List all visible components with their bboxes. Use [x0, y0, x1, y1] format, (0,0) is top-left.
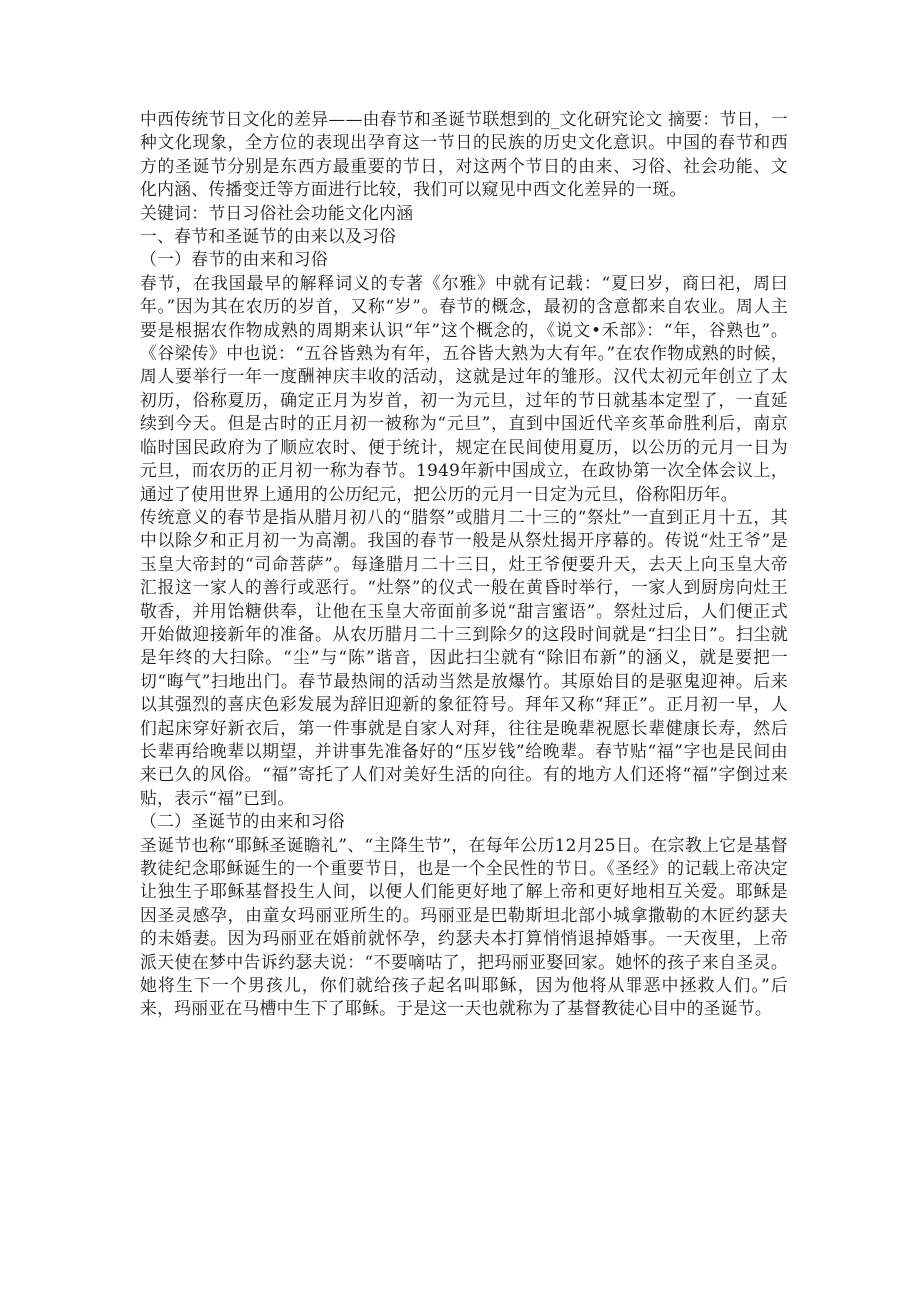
- paragraph-christmas-origin: 圣诞节也称“耶稣圣诞瞻礼”、“主降生节”，在每年公历12月25日。在宗教上它是基督教徒纪念耶稣诞生的一个重要节日，也是一个全民性的节日。《圣经》的记载上帝决定让独生子耶稣基督投生人间，以便人们能更好地了解上帝和更好地相互关爱。耶稣是因圣灵感孕，由童女玛丽亚所生的。玛丽亚是巴勒斯坦北部小城拿撒勒的木匠约瑟夫的未婚妻。因为玛丽亚在婚前就怀孕，约瑟夫本打算悄悄退掉婚事。一天夜里，上帝派天使在梦中告诉约瑟夫说：“不要嘀咕了，把玛丽亚娶回家。她怀的孩子来自圣灵。她将生下一个男孩儿，你们就给孩子起名叫耶稣，因为他将从罪恶中拯救人们。”后来，玛丽亚在马槽中生下了耶稣。于是这一天也就称为了基督教徒心目中的圣诞节。: [140, 834, 788, 1019]
- section-heading-1: 一、春节和圣诞节的由来以及习俗: [140, 226, 397, 247]
- paragraph-spring-festival-origin: 春节，在我国最早的解释词义的专著《尔雅》中就有记载：“夏曰岁，商曰祀，周曰年。”因为其在农历的岁首，又称“岁”。春节的概念，最初的含意都来自农业。周人主要是根据农作物成熟的周期来认识“年”这个概念的，《说文•禾部》：“年，谷熟也”。《谷梁传》中也说：“五谷皆熟为有年，五谷皆大熟为大有年。”在农作物成熟的时候，周人要举行一年一度酬神庆丰收的活动，这就是过年的雏形。汉代太初元年创立了太初历，俗称夏历，确定正月为岁首，初一为元旦，过年的节日就基本定型了，一直延续到今天。但是古时的正月初一被称为“元旦”，直到中国近代辛亥革命胜利后，南京临时国民政府为了顺应农时、便于统计，规定在民间使用夏历，以公历的元月一日为元旦，而农历的正月初一称为春节。1949年新中国成立，在政协第一次全体会议上，通过了使用世界上通用的公历纪元，把公历的元月一日定为元旦，俗称阳历年。: [140, 272, 788, 504]
- title-abstract: 中西传统节日文化的差异——由春节和圣诞节联想到的_文化研究论文 摘要：节日，一种文化现象，全方位的表现出孕育这一节日的民族的历史文化意识。中国的春节和西方的圣诞节分别是东西方最重要的节日，对这两个节日的由来、习俗、社会功能、文化内涵、传播变迁等方面进行比较，我们可以窥见中西文化差异的一斑。: [140, 109, 788, 200]
- subsection-heading-1: （一）春节的由来和习俗: [140, 249, 328, 270]
- keywords: 关键词：节日习俗社会功能文化内涵: [140, 202, 414, 223]
- document-body: [140, 108, 788, 1021]
- paragraph-spring-festival-customs: 传统意义的春节是指从腊月初八的“腊祭”或腊月二十三的“祭灶”一直到正月十五，其中以除夕和正月初一为高潮。我国的春节一般是从祭灶揭开序幕的。传说“灶王爷”是玉皇大帝封的“司命菩萨”。每逢腊月二十三日，灶王爷便要升天，去天上向玉皇大帝汇报这一家人的善行或恶行。“灶祭”的仪式一般在黄昏时举行，一家人到厨房向灶王敬香，并用饴糖供奉，让他在玉皇大帝面前多说“甜言蜜语”。祭灶过后，人们便正式开始做迎接新年的准备。从农历腊月二十三到除夕的这段时间就是“扫尘日”。扫尘就是年终的大扫除。“尘”与“陈”谐音，因此扫尘就有“除旧布新”的涵义，就是要把一切“晦气”扫地出门。春节最热闹的活动当然是放爆竹。其原始目的是驱鬼迎神。后来以其强烈的喜庆色彩发展为辞旧迎新的象征符号。拜年又称“拜正”。正月初一早，人们起床穿好新衣后，第一件事就是自家人对拜，往往是晚辈祝愿长辈健康长寿，然后长辈再给晚辈以期望，并讲事先准备好的“压岁钱”给晚辈。春节贴“福”字也是民间由来已久的风俗。“福”寄托了人们对美好生活的向往。有的地方人们还将“福”字倒过来贴，表示“福”已到。: [140, 506, 788, 808]
- subsection-heading-2: （二）圣诞节的由来和习俗: [140, 811, 345, 832]
